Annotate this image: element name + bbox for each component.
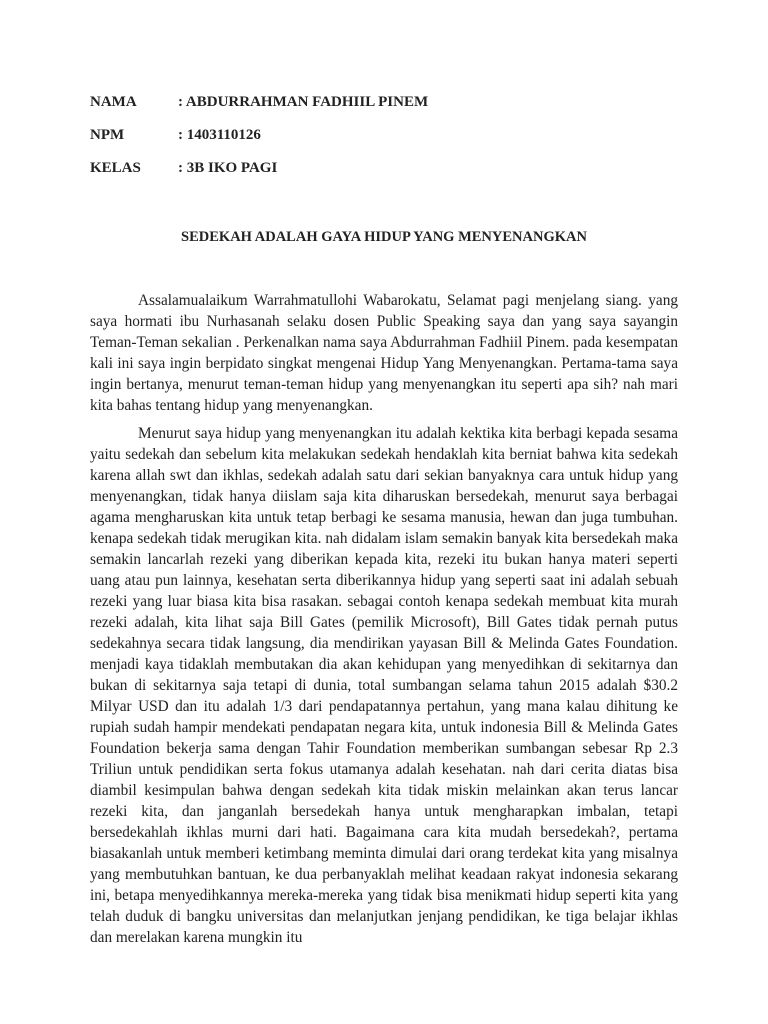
document-title: SEDEKAH ADALAH GAYA HIDUP YANG MENYENANGKAN [181,229,587,245]
class-value: : 3B IKO PAGI [178,160,278,176]
paragraph-main: Menurut saya hidup yang menyenangkan itu adalah kektika kita berbagi kepada sesama yaitu sedekah dan sebelum kita melakukan sedekah hendaklah kita berniat bahwa kita sedekah karena allah swt dan ikhlas, sedekah adalah satu dari sekian banyaknya cara untuk hidup yang menyenangkan, tidak hanya diislam saja kita diharuskan bersedekah, menurut saya berbagai agama mengharuskan kita untuk tetap berbagi ke sesama manusia, hewan dan juga tumbuhan. kenapa sedekah tidak merugikan kita. nah didalam islam semakin banyak kita bersedekah maka semakin lancarlah rezeki yang diberikan kepada kita, rezeki itu bukan hanya materi seperti uang atau pun lainnya, kesehatan serta diberikannya hidup yang seperti saat ini adalah sebuah rezeki yang luar biasa kita bisa rasakan. sebagai contoh kenapa sedekah membuat kita murah rezeki adalah, kita lihat saja Bill Gates (pemilik Microsoft), Bill Gates tidak pernah putus sedekahnya secara tidak langsung, dia mendirikan yayasan Bill & Melinda Gates Foundation. menjadi kaya tidaklah membutakan dia akan kehidupan yang menyedihkan di sekitarnya dan bukan di sekitarnya saja tetapi di dunia, total sumbangan selama tahun 2015 adalah $30.2 Milyar USD dan itu adalah 1/3 dari pendapatannya pertahun, yang mana kalau dihitung ke rupiah sudah hampir mendekati pendapatan negara kita, untuk indonesia Bill & Melinda Gates Foundation bekerja sama dengan Tahir Foundation memberikan sumbangan sebesar Rp 2.3 Triliun untuk pendidikan serta fokus utamanya adalah kesehatan. nah dari cerita diatas bisa diambil kesimpulan bahwa dengan sedekah kita tidak miskin melainkan akan terus lancar rezeki kita, dan janganlah bersedekah hanya untuk mengharapkan imbalan, tetapi bersedekahlah ikhlas murni dari hati. Bagaimana cara kita mudah bersedekah?, pertama biasakanlah untuk memberi ketimbang meminta dimulai dari orang terdekat kita yang misalnya yang membutuhkan bantuan, ke dua perbanyaklah melihat keadaan rakyat indonesia sekarang ini, betapa menyedihkannya mereka-mereka yang tidak bisa menikmati hidup seperti kita yang telah duduk di bangku universitas dan melanjutkan jenjang pendidikan, ke tiga belajar ikhlas dan merelakan karena mungkin itu [90,425,678,946]
npm-value: : 1403110126 [178,127,261,143]
name-label: NAMA [90,94,137,110]
class-label: KELAS [90,160,141,176]
name-row [90,92,678,125]
class-row [90,158,678,191]
npm-label: NPM [90,127,125,143]
npm-row [90,125,678,158]
paragraph-opening: Assalamualaikum Warrahmatullohi Wabarokatu, Selamat pagi menjelang siang. yang saya hormati ibu Nurhasanah selaku dosen Public Speaking saya dan yang saya sayangin Teman-Teman sekalian . Perkenalkan nama saya Abdurrahman Fadhiil Pinem. pada kesempatan kali ini saya ingin berpidato singkat mengenai Hidup Yang Menyenangkan. Pertama-tama saya ingin bertanya, menurut teman-teman hidup yang menyenangkan itu seperti apa sih? nah mari kita bahas tentang hidup yang menyenangkan. [90,292,678,414]
identity-block [90,92,678,191]
document-body [90,290,678,955]
name-value: : ABDURRAHMAN FADHIIL PINEM [178,94,429,110]
